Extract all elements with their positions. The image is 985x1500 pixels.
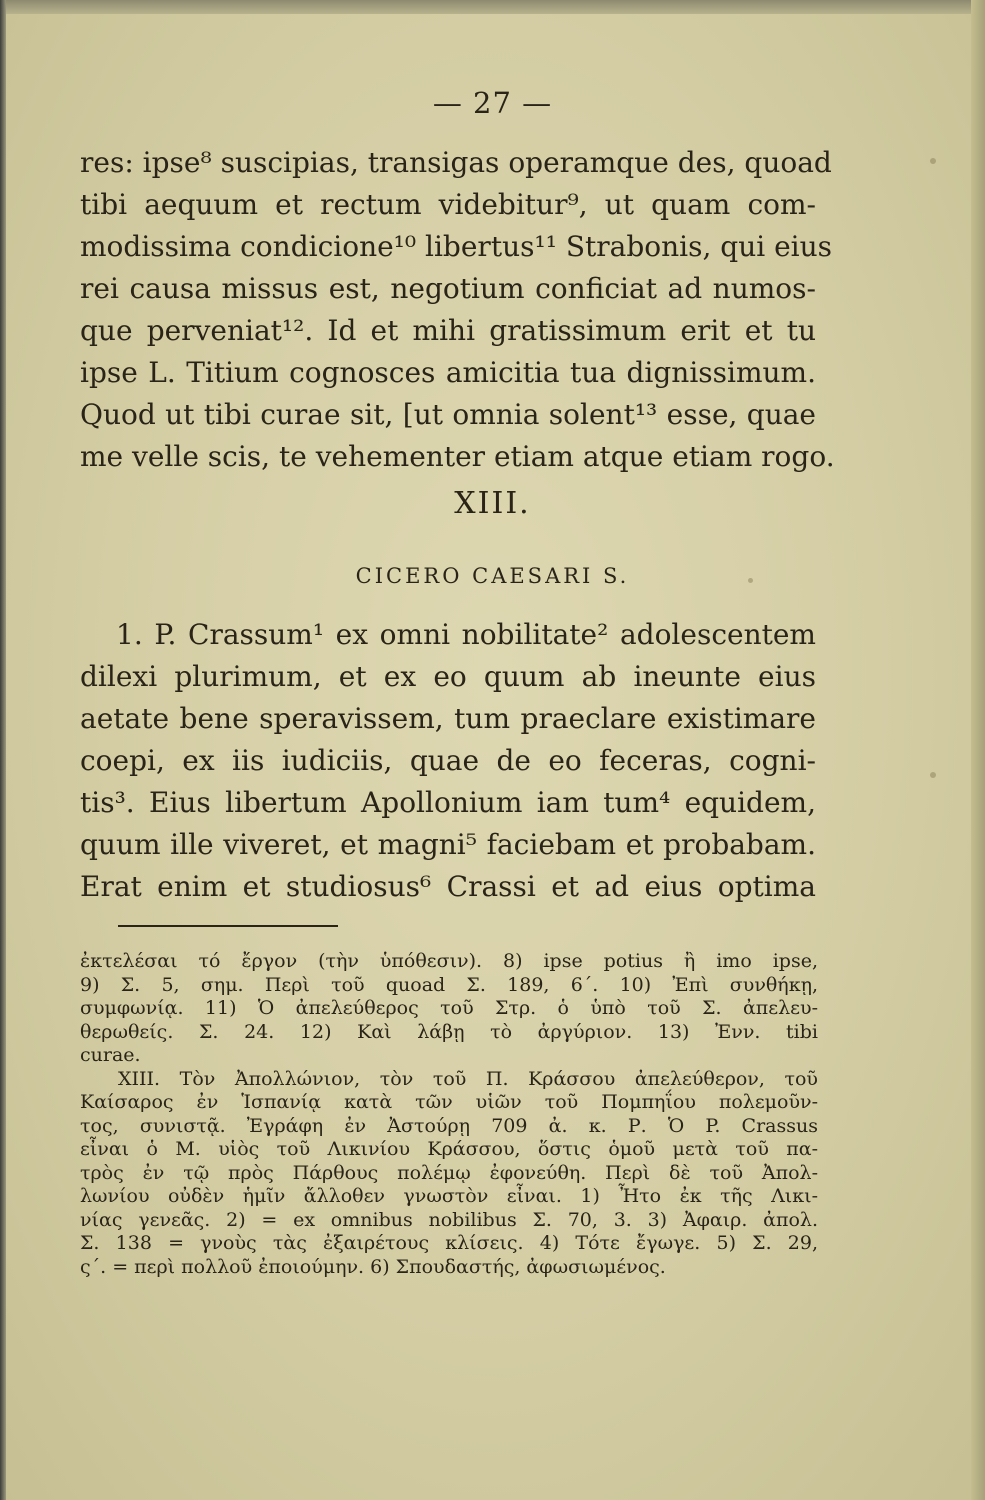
continued-letter-text: [80, 142, 835, 478]
letter-salutation: CICERO CAESARI S.: [355, 564, 630, 588]
footnote-line: τος, συνιστᾷ. Ἐγράφη ἐν Ἀστούρῃ 709 ἀ. κ. Ρ. Ὁ P. Crassus: [80, 1114, 818, 1137]
footnote-line: θερωθείς. Σ. 24. 12) Καὶ λάβῃ τὸ ἀργύριον. 13) Ἐνν. tibi: [80, 1020, 818, 1043]
footnote-line: συμφωνίᾳ. 11) Ὁ ἀπελεύθερος τοῦ Στρ. ὁ ὑπὸ τοῦ Σ. ἀπελευ-: [80, 997, 818, 1019]
footnote-divider: [118, 925, 338, 927]
letter-body: [80, 614, 816, 908]
text-line: quum ille viveret, et magni⁵ faciebam et probabam.: [80, 828, 816, 861]
text-line: 1. P. Crassum¹ ex omni nobilitate² adolescentem: [116, 618, 816, 651]
footnote-line: ἐκτελέσαι τό ἔργον (τὴν ὑπόθεσιν). 8) ipse potius ἢ imo ipse,: [80, 950, 818, 972]
text-line: dilexi plurimum, et ex eo quum ab ineunte eius: [80, 660, 816, 693]
paper-spot: [930, 158, 936, 164]
footnote-line: ς΄. = περὶ πολλοῦ ἐποιούμην. 6) Σπουδαστής, ἀφωσιωμένος.: [80, 1255, 666, 1278]
text-line: Quod ut tibi curae sit, [ut omnia solent¹³ esse, quae: [80, 398, 816, 431]
letter-number-heading: XIII.: [454, 486, 531, 521]
text-line: modissima condicione¹⁰ libertus¹¹ Strabonis, qui eius: [80, 230, 833, 263]
footnote-line: λωνίου οὐδὲν ἡμῖν ἄλλοθεν γνωστὸν εἶναι. 1) Ἦτο ἐκ τῆς Λικι-: [80, 1185, 818, 1207]
text-line: aetate bene speravissem, tum praeclare existimare: [80, 702, 816, 735]
text-line: que perveniat¹². Id et mihi gratissimum erit et tu: [80, 314, 816, 347]
footnote-line: Σ. 138 = γνοὺς τὰς ἐξαιρέτους κλίσεις. 4) Τότε ἔγωγε. 5) Σ. 29,: [80, 1232, 818, 1254]
text-line: me velle scis, te vehementer etiam atque etiam rogo.: [80, 440, 835, 473]
text-line: Erat enim et studiosus⁶ Crassi et ad eius optima: [80, 870, 816, 903]
paper-spot: [748, 578, 753, 583]
footnote-line: 9) Σ. 5, σημ. Περὶ τοῦ quoad Σ. 189, 6΄. 10) Ἐπὶ συνθήκῃ,: [80, 973, 818, 996]
footnote-line: curae.: [80, 1044, 141, 1066]
footnote-line: νίας γενεᾶς. 2) = ex omnibus nobilibus Σ. 70, 3. 3) Ἀφαιρ. ἀπολ.: [80, 1208, 818, 1231]
text-line: res: ipse⁸ suscipias, transigas operamque des, quoad: [80, 146, 832, 179]
footnote-line: τρὸς ἐν τῷ πρὸς Πάρθους πολέμῳ ἐφονεύθη. Περὶ δὲ τοῦ Ἀπολ-: [80, 1161, 818, 1184]
page-number: — 27 —: [432, 86, 553, 120]
footnote-line: εἶναι ὁ Μ. υἱὸς τοῦ Λικινίου Κράσσου, ὅστις ὁμοῦ μετὰ τοῦ πα-: [80, 1138, 818, 1160]
footnotes: [80, 950, 818, 1279]
page-left-edge: [0, 0, 6, 1500]
page-top-edge: [0, 0, 985, 14]
text-line: coepi, ex iis iudiciis, quae de eo feceras, cogni-: [80, 744, 816, 777]
page-right-edge: [971, 0, 985, 1500]
text-line: tibi aequum et rectum videbitur⁹, ut quam com-: [80, 188, 816, 221]
footnote-line: XIII. Τὸν Ἀπολλώνιον, τὸν τοῦ Π. Κράσσου ἀπελεύθερον, τοῦ: [118, 1067, 818, 1090]
paper-spot: [930, 772, 936, 778]
text-line: ipse L. Titium cognosces amicitia tua dignissimum.: [80, 356, 816, 389]
text-line: tis³. Eius libertum Apollonium iam tum⁴ equidem,: [80, 786, 816, 819]
text-line: rei causa missus est, negotium conficiat ad numos-: [80, 272, 816, 305]
footnote-line: Καίσαρος ἐν Ἱσπανίᾳ κατὰ τῶν υἱῶν τοῦ Πομπηΐου πολεμοῦν-: [80, 1091, 818, 1113]
